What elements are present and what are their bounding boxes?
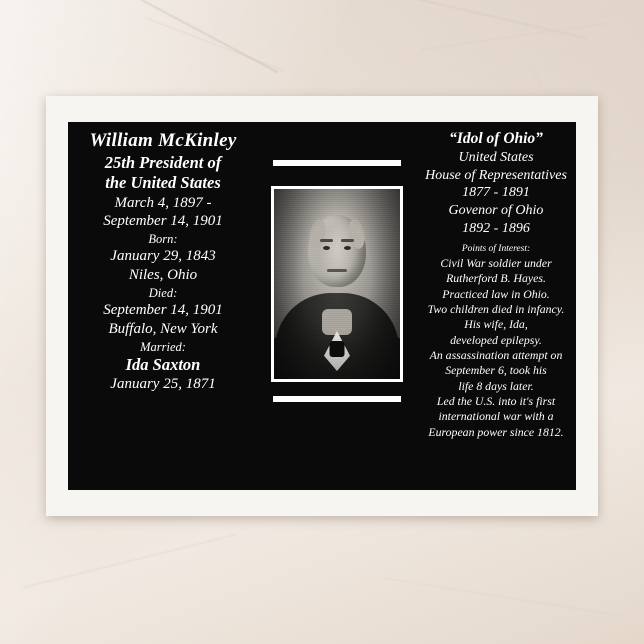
postcard-inner-panel bbox=[68, 122, 576, 490]
marble-vein bbox=[381, 577, 618, 616]
married-label: Married: bbox=[140, 339, 186, 354]
nickname: “Idol of Ohio” bbox=[449, 130, 543, 147]
marriage-date: January 25, 1871 bbox=[110, 375, 216, 392]
death-place: Buffalo, New York bbox=[108, 320, 218, 337]
birth-place: Niles, Ohio bbox=[128, 267, 198, 284]
point-of-interest-line: Rutherford B. Hayes. bbox=[446, 271, 546, 286]
president-portrait-photo bbox=[274, 189, 400, 379]
office2-years: 1892 - 1896 bbox=[462, 220, 530, 236]
point-of-interest-line: Led the U.S. into it's first bbox=[436, 394, 556, 409]
point-of-interest-line: developed epilepsy. bbox=[450, 332, 542, 347]
divider-bottom bbox=[273, 396, 401, 402]
office2: Govenor of Ohio bbox=[448, 202, 544, 218]
born-label: Born: bbox=[148, 232, 178, 247]
point-of-interest-line: Civil War soldier under bbox=[440, 256, 552, 271]
point-of-interest-line: An assassination attempt on bbox=[429, 348, 563, 363]
term-end: September 14, 1901 bbox=[103, 213, 223, 230]
president-title-line1: 25th President of bbox=[104, 153, 222, 173]
death-date: September 14, 1901 bbox=[103, 302, 223, 319]
point-of-interest-line: September 6, took his bbox=[445, 363, 547, 378]
point-of-interest-line: Two children died in infancy. bbox=[427, 302, 565, 317]
marble-vein bbox=[92, 0, 278, 73]
office1-years: 1877 - 1891 bbox=[462, 185, 530, 201]
birth-date: January 29, 1843 bbox=[110, 248, 216, 265]
point-of-interest-line: international war with a bbox=[438, 409, 554, 424]
point-of-interest-line: European power since 1812. bbox=[428, 424, 564, 439]
marble-vein bbox=[23, 533, 237, 588]
marble-vein bbox=[333, 0, 587, 39]
portrait-column bbox=[258, 122, 416, 490]
died-label: Died: bbox=[148, 285, 178, 300]
point-of-interest-line: life 8 days later. bbox=[458, 378, 534, 393]
office1-line1: United States bbox=[458, 150, 534, 165]
points-of-interest-heading: Points of Interest: bbox=[461, 244, 531, 255]
postcard bbox=[46, 96, 598, 516]
president-title-line2: the United States bbox=[105, 173, 221, 193]
marble-vein bbox=[145, 17, 285, 72]
career-column bbox=[416, 122, 576, 490]
term-start: March 4, 1897 - bbox=[114, 194, 212, 211]
photo-grain bbox=[274, 189, 400, 379]
portrait-frame bbox=[271, 186, 403, 382]
point-of-interest-line: His wife, Ida, bbox=[464, 317, 528, 332]
point-of-interest-line: Practiced law in Ohio. bbox=[442, 286, 550, 301]
office1-line2: House of Representatives bbox=[425, 167, 567, 183]
divider-top bbox=[273, 160, 401, 166]
president-name: William McKinley bbox=[89, 130, 237, 151]
biography-column bbox=[68, 122, 258, 490]
spouse-name: Ida Saxton bbox=[125, 354, 201, 374]
